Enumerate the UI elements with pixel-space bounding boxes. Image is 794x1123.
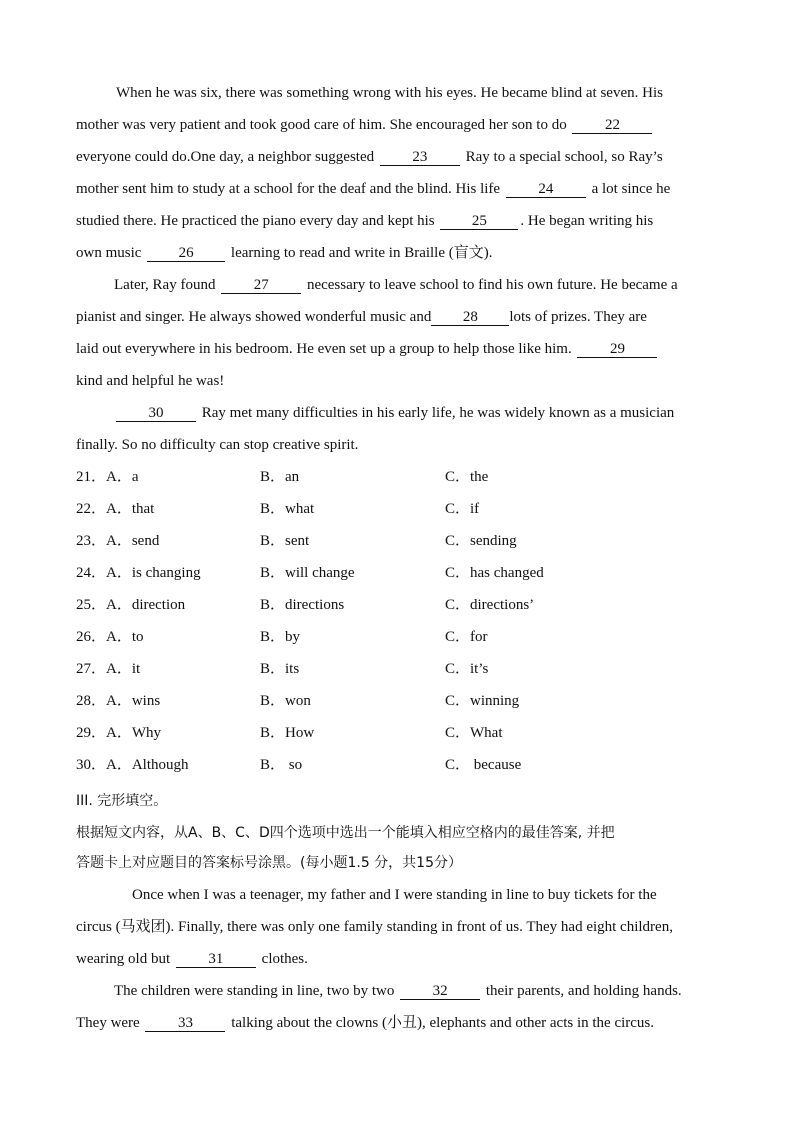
text: They were <box>76 1015 140 1031</box>
option-b: B．How <box>260 725 315 741</box>
blank-26: 26 <box>147 245 225 262</box>
option-a: 26．A．to <box>76 629 144 645</box>
options-row-26 <box>76 627 776 647</box>
text: Ray met many difficulties in his early life, he was widely known as a musician <box>201 405 675 421</box>
blank-33: 33 <box>145 1015 225 1032</box>
option-c: C．the <box>445 469 489 485</box>
text: laid out everywhere in his bedroom. He even set up a group to help those like him. <box>76 341 572 357</box>
options-row-21 <box>76 467 776 487</box>
passage1-line <box>76 339 659 359</box>
option-c: C．winning <box>445 693 520 709</box>
passage1-line <box>76 115 654 135</box>
text: pianist and singer. He always showed wonderful music and <box>76 309 432 325</box>
passage1-line <box>76 371 224 391</box>
passage1-line <box>114 275 678 295</box>
text: finally. So no difficulty can stop creative spirit. <box>76 437 359 453</box>
passage1-line <box>76 147 663 167</box>
text: . He began writing his <box>520 213 654 229</box>
option-a: 27．A．it <box>76 661 141 677</box>
passage1-line <box>76 243 493 263</box>
option-b: B． so <box>260 757 303 773</box>
section-instructions <box>76 853 462 873</box>
passage1-line <box>76 435 358 455</box>
option-c: C．What <box>445 725 503 741</box>
passage2-line <box>76 917 673 937</box>
text: 答题卡上对应题目的答案标号涂黑。(每小题1.5 分，共15分） <box>76 855 462 871</box>
text: The children were standing in line, two by two <box>114 983 395 999</box>
blank-23: 23 <box>380 149 460 166</box>
option-a: 25．A．direction <box>76 597 186 613</box>
section-heading <box>76 791 167 811</box>
text: 根据短文内容，从A、B、C、D四个选项中选出一个能填入相应空格内的最佳答案, 并把 <box>76 825 615 841</box>
option-a: 23．A．send <box>76 533 160 549</box>
option-a: 24．A．is changing <box>76 565 201 581</box>
option-c: C．has changed <box>445 565 544 581</box>
option-c: C． because <box>445 757 522 773</box>
text: When he was six, there was something wrong with his eyes. He became blind at seven. His <box>116 85 663 101</box>
text: circus (马戏团). Finally, there was only one family standing in front of us. They had eight children, <box>76 919 673 935</box>
option-c: C．sending <box>445 533 517 549</box>
text: everyone could do.One day, a neighbor suggested <box>76 149 375 165</box>
options-row-23 <box>76 531 776 551</box>
passage1-line <box>76 211 653 231</box>
option-b: B．an <box>260 469 300 485</box>
text: learning to read and write in Braille (盲文). <box>230 245 493 261</box>
blank-22: 22 <box>572 117 652 134</box>
passage1-line <box>116 403 674 423</box>
section-instructions <box>76 823 615 843</box>
option-b: B．directions <box>260 597 345 613</box>
passage1-line <box>76 179 670 199</box>
options-row-29 <box>76 723 776 743</box>
option-b: B．won <box>260 693 311 709</box>
option-a: 30．A．Although <box>76 757 189 773</box>
option-b: B．its <box>260 661 300 677</box>
option-a: 21．A．a <box>76 469 139 485</box>
text: Ray to a special school, so Ray’s <box>465 149 663 165</box>
blank-32: 32 <box>400 983 480 1000</box>
text: talking about the clowns (小丑), elephants and other acts in the circus. <box>231 1015 655 1031</box>
passage2-line <box>132 885 657 905</box>
passage2-line <box>76 1013 654 1033</box>
option-b: B．sent <box>260 533 310 549</box>
option-c: C．it’s <box>445 661 489 677</box>
options-row-24 <box>76 563 776 583</box>
passage1-line <box>76 307 647 327</box>
options-row-28 <box>76 691 776 711</box>
blank-30: 30 <box>116 405 196 422</box>
passage2-line <box>76 949 308 969</box>
options-row-30 <box>76 755 776 775</box>
text: kind and helpful he was! <box>76 373 225 389</box>
options-row-27 <box>76 659 776 679</box>
passage1-line <box>116 83 663 103</box>
passage2-line <box>114 981 682 1001</box>
text: mother sent him to study at a school for the deaf and the blind. His life <box>76 181 501 197</box>
blank-24: 24 <box>506 181 586 198</box>
option-b: B．will change <box>260 565 355 581</box>
option-c: C．directions’ <box>445 597 535 613</box>
option-c: C．if <box>445 501 480 517</box>
option-a: 28．A．wins <box>76 693 161 709</box>
text: mother was very patient and took good care of him. She encouraged her son to do <box>76 117 567 133</box>
blank-28: 28 <box>431 309 509 326</box>
text: lots of prizes. They are <box>509 309 647 325</box>
option-a: 29．A．Why <box>76 725 161 741</box>
option-c: C．for <box>445 629 488 645</box>
text: a lot since he <box>591 181 671 197</box>
text: Later, Ray found <box>114 277 216 293</box>
text: studied there. He practiced the piano every day and kept his <box>76 213 435 229</box>
options-row-22 <box>76 499 776 519</box>
text: own music <box>76 245 142 261</box>
options-row-25 <box>76 595 776 615</box>
option-a: 22．A．that <box>76 501 155 517</box>
text: their parents, and holding hands. <box>485 983 682 999</box>
text: wearing old but <box>76 951 171 967</box>
option-b: B．by <box>260 629 301 645</box>
blank-31: 31 <box>176 951 256 968</box>
text: clothes. <box>261 951 308 967</box>
blank-25: 25 <box>440 213 518 230</box>
blank-29: 29 <box>577 341 657 358</box>
option-b: B．what <box>260 501 315 517</box>
text: Once when I was a teenager, my father and I were standing in line to buy tickets for the <box>132 887 657 903</box>
text: III. 完形填空。 <box>76 793 168 809</box>
blank-27: 27 <box>221 277 301 294</box>
text: necessary to leave school to find his own future. He became a <box>306 277 678 293</box>
